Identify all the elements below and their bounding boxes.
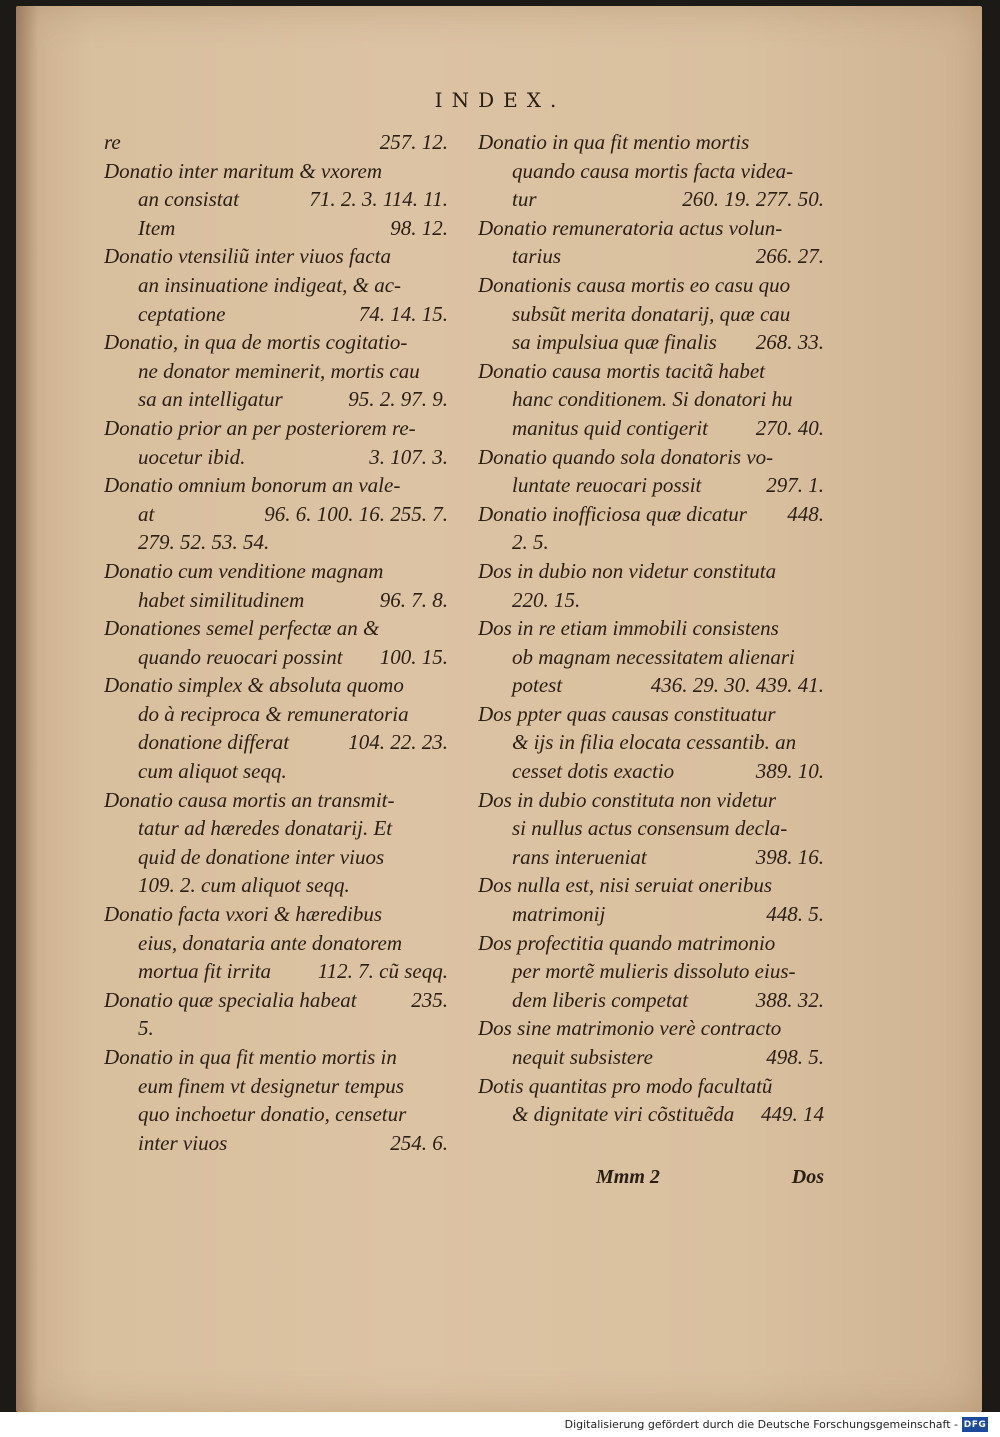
index-entry (478, 1072, 824, 1129)
page-reference: 96. 7. 8. (379, 587, 448, 612)
page-reference: 266. 27. (755, 244, 824, 269)
entry-text: an insinuatione indigeat, & ac- (138, 272, 402, 297)
entry-text: 2. 5. (512, 530, 549, 555)
index-line (104, 986, 448, 1015)
index-entry (478, 128, 824, 214)
entry-text: 279. 52. 53. 54. (138, 530, 270, 555)
entry-text: eum finem vt designetur tempus (138, 1073, 404, 1098)
page-reference: 104. 22. 23. (348, 730, 448, 755)
entry-text: sa impulsiua quæ finalis (512, 330, 717, 355)
entry-text: donatione differat (138, 730, 290, 755)
entry-text: Donatio causa mortis an transmit- (104, 787, 395, 812)
entry-text: Item (138, 215, 176, 240)
index-line (478, 385, 824, 414)
index-entry (478, 871, 824, 928)
entry-text: Donatio inofficiosa quæ dicatur (478, 501, 747, 526)
entry-text: potest (512, 673, 563, 698)
index-line (478, 986, 824, 1015)
index-line (478, 700, 824, 729)
index-entry (478, 700, 824, 786)
page-reference: 270. 40. (755, 415, 824, 440)
index-entry (104, 242, 448, 328)
entry-text: do à reciproca & remuneratoria (138, 701, 409, 726)
index-entry (478, 271, 824, 357)
entry-text: cum aliquot seqq. (138, 759, 287, 784)
index-line (104, 1100, 448, 1129)
index-entry (104, 157, 448, 243)
credit-bar (0, 1412, 1000, 1437)
index-line (104, 242, 448, 271)
page-reference: 448. (787, 501, 824, 526)
index-line (478, 471, 824, 500)
entry-text: Donatio in qua fit mentio mortis (478, 130, 750, 154)
page-reference: 3. 107. 3. (369, 444, 448, 469)
index-entry (478, 557, 824, 614)
page-reference: 71. 2. 3. 114. 11. (309, 187, 448, 212)
index-line (104, 700, 448, 729)
entry-text: Donatio cum venditione magnam (104, 558, 384, 583)
page-reference: 95. 2. 97. 9. (348, 387, 448, 412)
index-line (104, 814, 448, 843)
entry-text: Donationis causa mortis eo casu quo (478, 272, 791, 297)
index-line (104, 157, 448, 186)
entry-text: Dos nulla est, nisi seruiat oneribus (478, 873, 773, 898)
entry-text: tarius (512, 244, 562, 269)
entry-text: Donatio prior an per posteriorem re- (104, 415, 416, 440)
entry-text: inter viuos (138, 1130, 228, 1155)
entry-text: Dos in dubio non videtur constituta (478, 558, 777, 583)
index-column-left (104, 128, 448, 1157)
entry-text: Dos sine matrimonio verè contracto (478, 1016, 782, 1041)
catchword: Dos (791, 1166, 824, 1188)
index-entry (104, 614, 448, 671)
page-reference: 449. 14 (761, 1102, 824, 1127)
page-reference: 257. 12. (379, 130, 448, 154)
index-line (104, 1129, 448, 1158)
page-reference: 74. 14. 15. (358, 301, 448, 326)
entry-text: nequit subsistere (512, 1045, 653, 1069)
index-line (104, 128, 448, 157)
entry-text: manitus quid contigerit (512, 415, 708, 440)
index-line (104, 300, 448, 329)
page-reference: 388. 32. (755, 987, 824, 1012)
entry-text: si nullus actus consensum decla- (512, 816, 788, 841)
index-column-right (478, 128, 824, 1129)
index-line (478, 786, 824, 815)
index-line (478, 929, 824, 958)
credit-text: Digitalisierung gefördert durch die Deutsche Forschungsgemeinschaft - (564, 1418, 958, 1431)
entry-text: & dignitate viri cõstituẽda (512, 1102, 735, 1127)
signature-mark: Mmm 2 (596, 1166, 660, 1188)
index-line (104, 271, 448, 300)
entry-text: 109. 2. cum aliquot seqq. (138, 873, 350, 898)
index-entry (104, 328, 448, 414)
index-entry (478, 500, 824, 557)
entry-text: Dotis quantitas pro modo facultatũ (478, 1073, 773, 1098)
index-line (478, 900, 824, 929)
index-entry (104, 414, 448, 471)
entry-text: Donatio quando sola donatoris vo- (478, 444, 774, 469)
index-line (104, 500, 448, 529)
entry-text: Donatio vtensiliũ inter viuos facta (104, 244, 391, 269)
index-line (104, 671, 448, 700)
entry-text: Donatio omnium bonorum an vale- (104, 473, 401, 498)
page-reference: 448. 5. (766, 902, 824, 927)
entry-text: & ijs in filia elocata cessantib. an (512, 730, 797, 755)
index-entry (478, 786, 824, 872)
running-head: INDEX. (434, 88, 566, 112)
index-line (478, 214, 824, 243)
index-entry (478, 929, 824, 1015)
entry-text: luntate reuocari possit (512, 473, 702, 498)
index-line (478, 814, 824, 843)
index-line (478, 1043, 824, 1072)
index-line (478, 957, 824, 986)
index-line (104, 214, 448, 243)
index-line (104, 728, 448, 757)
index-line (478, 614, 824, 643)
entry-text: subsũt merita donatarij, quæ cau (512, 301, 791, 326)
entry-text: ob magnam necessitatem alienari (512, 644, 795, 669)
index-line (478, 871, 824, 900)
index-line (478, 671, 824, 700)
index-line (478, 1072, 824, 1101)
index-line (478, 128, 824, 157)
entry-text: Donatio facta vxori & hæredibus (104, 902, 383, 927)
index-entry (104, 900, 448, 986)
index-line (104, 757, 448, 786)
entry-text: quo inchoetur donatio, censetur (138, 1102, 407, 1127)
index-line (104, 557, 448, 586)
entry-text: ceptatione (138, 301, 226, 326)
index-line (104, 843, 448, 872)
page-reference: 260. 19. 277. 50. (682, 187, 824, 212)
index-line (104, 414, 448, 443)
index-line (104, 528, 448, 557)
index-line (478, 185, 824, 214)
index-line (104, 871, 448, 900)
index-line (478, 1014, 824, 1043)
entry-text: re (104, 130, 121, 154)
index-line (478, 500, 824, 529)
entry-text: Dos ppter quas causas constituatur (478, 701, 776, 726)
entry-text: uocetur ibid. (138, 444, 246, 469)
entry-text: Donatio in qua fit mentio mortis in (104, 1045, 397, 1069)
dfg-logo: DFG (962, 1417, 988, 1432)
index-line (104, 643, 448, 672)
entry-text: an consistat (138, 187, 239, 212)
entry-text: rans interueniat (512, 844, 647, 869)
index-line (478, 557, 824, 586)
index-line (104, 385, 448, 414)
entry-text: hanc conditionem. Si donatori hu (512, 387, 793, 412)
entry-text: quid de donatione inter viuos (138, 844, 385, 869)
entry-text: Donatio quæ specialia habeat (104, 987, 357, 1012)
index-entry (104, 557, 448, 614)
index-entry (478, 1014, 824, 1071)
index-line (104, 786, 448, 815)
entry-text: eius, donataria ante donatorem (138, 930, 403, 955)
index-line (104, 900, 448, 929)
entry-text: habet similitudinem (138, 587, 305, 612)
index-line (478, 757, 824, 786)
index-line (478, 643, 824, 672)
index-line (104, 471, 448, 500)
index-line (104, 586, 448, 615)
index-entry (478, 614, 824, 700)
index-line (478, 528, 824, 557)
index-entry (478, 214, 824, 271)
index-line (478, 443, 824, 472)
page-reference: 297. 1. (766, 473, 824, 498)
index-line (104, 614, 448, 643)
entry-text: sa an intelligatur (138, 387, 283, 412)
index-line (478, 1100, 824, 1129)
entry-text: Donationes semel perfectæ an & (104, 616, 380, 641)
entry-text: cesset dotis exactio (512, 759, 675, 784)
index-entry (104, 786, 448, 900)
index-line (478, 414, 824, 443)
index-line (104, 1014, 448, 1043)
entry-text: ne donator meminerit, mortis cau (138, 358, 420, 383)
entry-text: Donatio inter maritum & vxorem (104, 158, 383, 183)
entry-text: tatur ad hæredes donatarij. Et (138, 816, 393, 841)
index-entry (104, 671, 448, 785)
entry-text: matrimonij (512, 902, 606, 927)
index-line (104, 929, 448, 958)
index-line (478, 357, 824, 386)
entry-text: per mortẽ mulieris dissoluto eius- (512, 959, 796, 984)
index-entry (104, 986, 448, 1043)
index-line (104, 957, 448, 986)
index-line (478, 728, 824, 757)
entry-text: at (138, 501, 155, 526)
page-reference: 498. 5. (766, 1045, 824, 1069)
page-reference: 254. 6. (390, 1130, 448, 1155)
entry-text: Donatio, in qua de mortis cogitatio- (104, 330, 408, 355)
index-line (478, 843, 824, 872)
index-line (104, 443, 448, 472)
index-line (478, 242, 824, 271)
entry-text: Donatio simplex & absoluta quomo (104, 673, 404, 698)
page-reference: 389. 10. (755, 759, 824, 784)
page-reference: 235. (411, 987, 448, 1012)
page-foot (596, 1166, 824, 1189)
index-line (478, 328, 824, 357)
page-reference: 96. 6. 100. 16. 255. 7. (264, 501, 448, 526)
index-line (478, 300, 824, 329)
entry-text: dem liberis competat (512, 987, 689, 1012)
index-line (104, 185, 448, 214)
index-entry (478, 357, 824, 443)
entry-text: Donatio remuneratoria actus volun- (478, 215, 783, 240)
index-line (104, 1043, 448, 1072)
entry-text: Dos in re etiam immobili consistens (478, 616, 779, 641)
index-line (104, 357, 448, 386)
page-reference: 98. 12. (390, 215, 448, 240)
index-line (478, 271, 824, 300)
entry-text: 5. (138, 1016, 154, 1041)
page-reference: 398. 16. (755, 844, 824, 869)
entry-text: Donatio causa mortis tacitã habet (478, 358, 765, 383)
entry-text: quando reuocari possint (138, 644, 343, 669)
page-reference: 436. 29. 30. 439. 41. (650, 673, 824, 698)
index-line (478, 586, 824, 615)
page-reference: 268. 33. (755, 330, 824, 355)
index-entry (104, 1043, 448, 1157)
entry-text: quando causa mortis facta videa- (512, 158, 794, 183)
index-line (478, 157, 824, 186)
index-entry (104, 128, 448, 157)
index-entry (478, 443, 824, 500)
entry-text: 220. 15. (512, 587, 581, 612)
entry-text: Dos profectitia quando matrimonio (478, 930, 776, 955)
page-reference: 112. 7. cũ seqq. (317, 959, 448, 984)
entry-text: tur (512, 187, 537, 212)
page-reference: 100. 15. (379, 644, 448, 669)
entry-text: Dos in dubio constituta non videtur (478, 787, 777, 812)
entry-text: mortua fit irrita (138, 959, 272, 984)
index-entry (104, 471, 448, 557)
index-line (104, 1072, 448, 1101)
index-line (104, 328, 448, 357)
